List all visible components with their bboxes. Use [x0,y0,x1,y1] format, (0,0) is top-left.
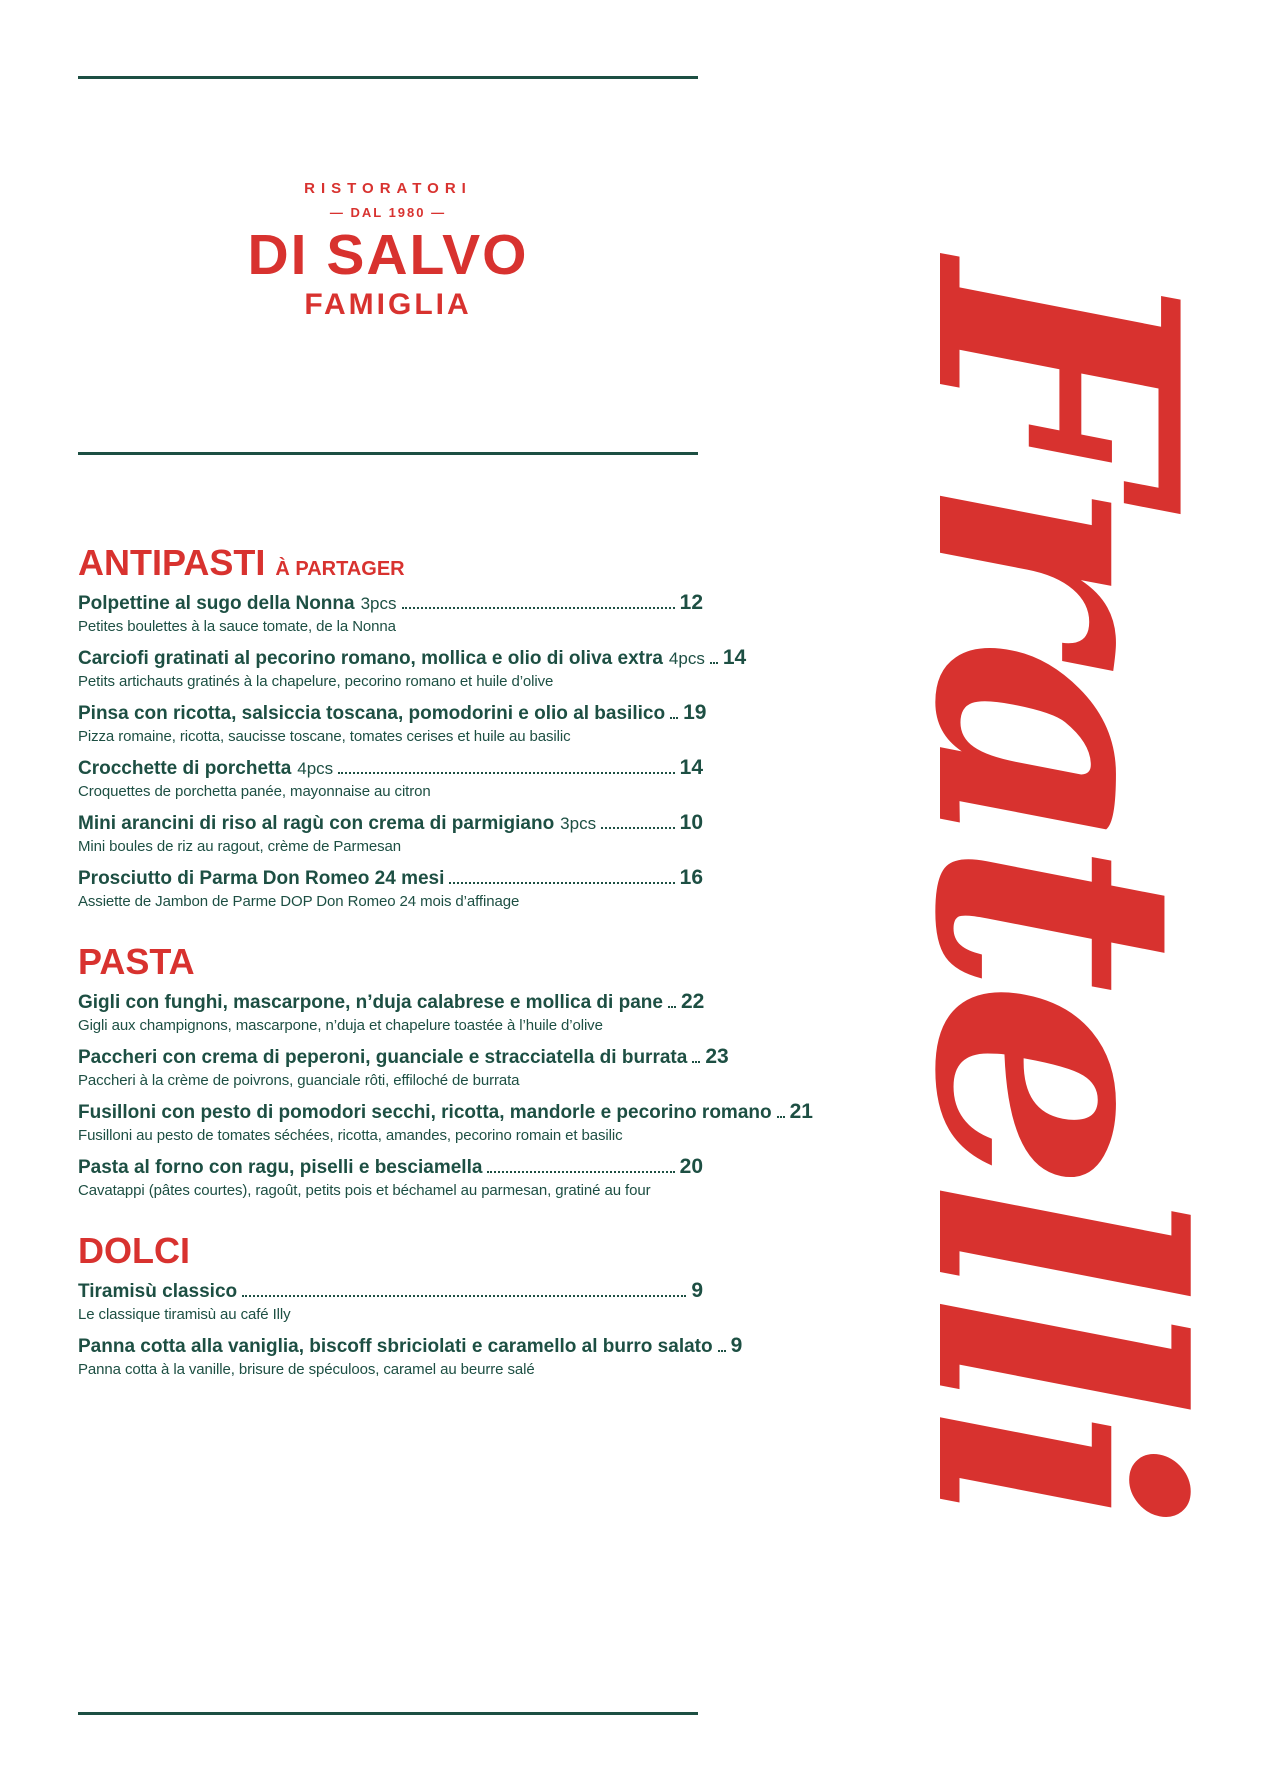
section-header [78,542,703,583]
watermark-text: Fratelli [862,260,1250,1520]
leader-dots [692,1061,700,1063]
menu-item [78,1155,703,1199]
menu-item-line [78,646,747,670]
menu-item-line [78,866,703,890]
menu-item-line [78,811,703,835]
leader-dots [402,607,675,609]
menu-item-description: Gigli aux champignons, mascarpone, n’duja et chapelure toastée à l’huile d’olive [78,1017,603,1034]
menu-item-name: Prosciutto di Parma Don Romeo 24 mesi [78,868,445,889]
menu-item-description: Petits artichauts gratinés à la chapelure, pecorino romano et huile d’olive [78,673,554,690]
menu-item-name: Panna cotta alla vaniglia, biscoff sbriciolati e caramello al burro salato [78,1336,713,1357]
menu-item-name: Mini arancini di riso al ragù con crema di parmigiano [78,813,555,834]
menu-item [78,701,707,745]
leader-dots [668,1006,676,1008]
menu-item-quantity: 3pcs [560,814,597,833]
menu-item-price: 14 [679,756,703,779]
menu-item-price: 10 [679,811,703,834]
section-note: À PARTAGER [275,558,405,580]
menu-item [78,1279,703,1323]
menu-item [78,990,703,1034]
menu-item-price: 22 [680,990,705,1013]
leader-dots [601,827,675,829]
menu-item-description: Assiette de Jambon de Parme DOP Don Romeo 24 mois d’affinage [78,893,520,910]
menu-item-name: Crocchette di porchetta [78,758,292,779]
menu-item-price: 14 [722,646,747,669]
divider-top [78,76,698,79]
logo-kicker: RISTORATORI [304,180,472,197]
section-title: ANTIPASTI [78,542,266,583]
menu-section [78,941,813,1199]
menu-item-name: Paccheri con crema di peperoni, guanciale e stracciatella di burrata [78,1047,688,1068]
leader-dots [670,717,678,719]
menu-item-description: Paccheri à la crème de poivrons, guanciale rôti, effiloché de burrata [78,1072,520,1089]
section-title: PASTA [78,941,195,982]
menu-item-description: Croquettes de porchetta panée, mayonnaise au citron [78,783,431,800]
menu-item-quantity: 4pcs [668,649,705,668]
menu-item-line [78,1334,743,1358]
section-title: DOLCI [78,1230,190,1271]
leader-dots [777,1116,785,1118]
menu-item-price: 12 [679,591,703,614]
divider-bottom [78,1712,698,1715]
menu-item [78,866,703,910]
menu-item-line [78,701,707,725]
menu-item-name: Fusilloni con pesto di pomodori secchi, ricotta, mandorle e pecorino romano [78,1102,772,1123]
menu-item-price: 19 [683,701,707,724]
menu-item-price: 9 [691,1279,703,1302]
menu-item-price: 21 [789,1100,813,1123]
menu-item-name: Tiramisù classico [78,1281,238,1302]
logo-name: DI SALVO [247,223,529,287]
leader-dots [338,772,674,774]
section-header [78,1230,703,1271]
menu-item-price: 20 [679,1155,703,1178]
restaurant-logo [78,180,698,322]
menu-item-line [78,1045,729,1069]
menu-item-line [78,1100,813,1124]
menu-item-description: Fusilloni au pesto de tomates séchées, ricotta, amandes, pecorino romain et basilic [78,1127,623,1144]
menu-item-line [78,591,703,615]
menu-item-price: 9 [730,1334,743,1357]
menu-item-name: Pasta al forno con ragu, piselli e besciamella [78,1157,483,1178]
divider-middle [78,452,698,455]
leader-dots [718,1350,726,1352]
menu-item [78,1334,743,1378]
menu-item-description: Mini boules de riz au ragout, crème de Parmesan [78,838,401,855]
menu-item-line [78,990,703,1014]
leader-dots [710,662,718,664]
leader-dots [487,1171,674,1173]
menu-item-description: Pizza romaine, ricotta, saucisse toscane, tomates cerises et huile au basilic [78,728,571,745]
menu-item-price: 23 [705,1045,729,1068]
menu-section [78,1230,743,1378]
menu-item-description: Petites boulettes à la sauce tomate, de la Nonna [78,618,396,635]
leader-dots [449,882,674,884]
menu-item [78,756,703,800]
menu-item-line [78,1155,703,1179]
menu-item-line [78,1279,703,1303]
menu-item-description: Panna cotta à la vanille, brisure de spéculoos, caramel au beurre salé [78,1361,535,1378]
menu-item-line [78,756,703,780]
section-header [78,941,703,982]
leader-dots [242,1295,686,1297]
menu-item [78,591,703,635]
menu-item-quantity: 4pcs [297,759,334,778]
menu-item-name: Pinsa con ricotta, salsiccia toscana, pomodorini e olio al basilico [78,703,666,724]
menu-item-name: Gigli con funghi, mascarpone, n’duja calabrese e mollica di pane [78,992,663,1013]
menu-section [78,542,747,910]
menu-item-description: Cavatappi (pâtes courtes), ragoût, petits pois et béchamel au parmesan, gratiné au four [78,1182,651,1199]
menu-item-name: Carciofi gratinati al pecorino romano, mollica e olio di oliva extra [78,648,663,669]
menu-item [78,1100,813,1144]
logo-subtitle: FAMIGLIA [304,287,472,321]
menu-item-name: Polpettine al sugo della Nonna [78,593,355,614]
menu-item-description: Le classique tiramisù au café Illy [78,1306,291,1323]
menu-item-price: 16 [679,866,703,889]
logo-established-date: — DAL 1980 — [329,205,447,220]
menu-item-quantity: 3pcs [360,594,397,613]
menu-item [78,646,747,690]
menu-sections [78,542,813,1389]
menu-item [78,811,703,855]
menu-item [78,1045,729,1089]
